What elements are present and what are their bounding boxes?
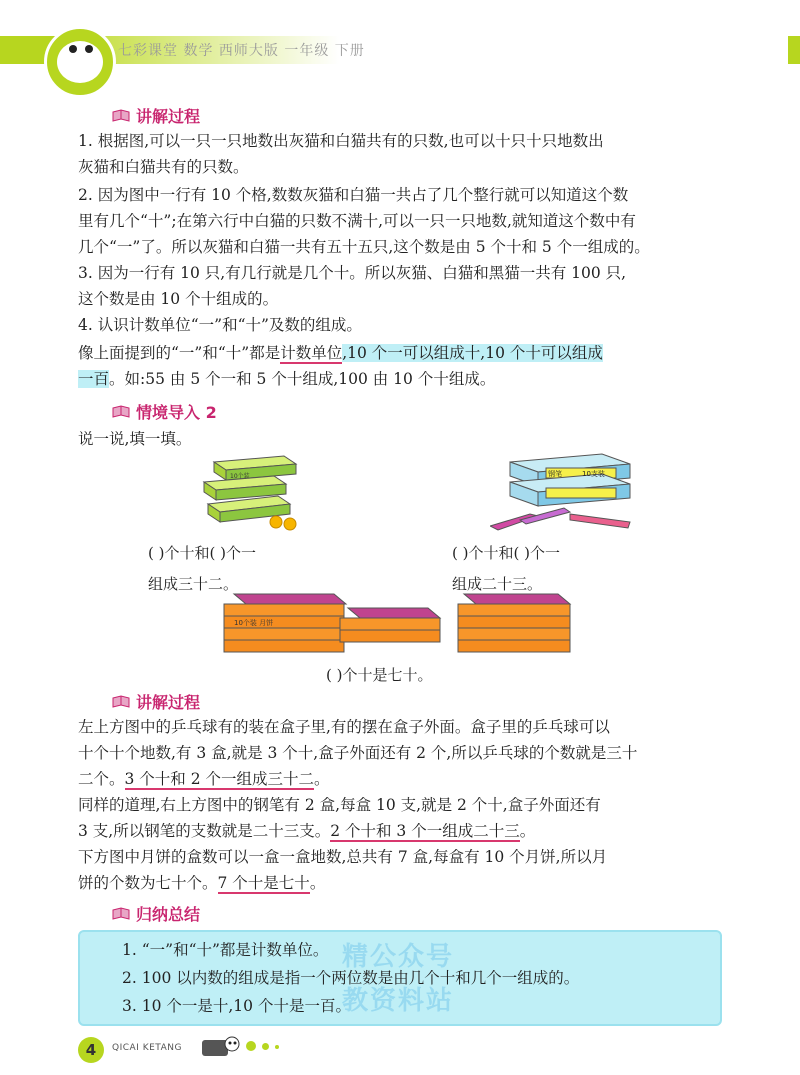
pingpong-boxes-figure <box>200 452 310 534</box>
summary-box <box>78 930 722 1026</box>
paragraph-2: 2. 因为图中一行有 10 个格,数数灰猫和白猫一共占了几个整行就可以知道这个数 里有几个“十”;在第六行中白猫的只数不满十,可以一只一只地数,就知道这个数中有 几个“一”了。所以灰猫和白猫一共有五十五只,这个数是由 5 个十和 5 个一组成的。 <box>78 186 650 256</box>
mooncake-stack-middle <box>340 608 440 642</box>
mooncake-stack-right <box>458 594 570 652</box>
footer-dot <box>262 1043 269 1050</box>
underline-counting-unit: 计数单位 <box>280 344 343 362</box>
book-icon <box>112 405 130 418</box>
mascot-footer-icon <box>200 1034 240 1060</box>
explain2-paragraph-b: 同样的道理,右上方图中的钢笔有 2 盒,每盒 10 支,就是 2 个十,盒子外面还有 3 支,所以钢笔的支数就是二十三支。2 个十和 3 个一组成二十三。 <box>78 796 601 840</box>
book-icon <box>112 109 130 122</box>
footer-brand: QICAI KETANG <box>112 1043 182 1053</box>
footer-dot <box>275 1045 279 1049</box>
section-heading-summary: 归纳总结 <box>112 902 200 925</box>
underline-answer-1: 3 个十和 2 个一组成三十二 <box>124 770 315 788</box>
intro-prompt: 说一说,填一填。 <box>78 430 192 448</box>
fill-blank-2[interactable]: ( )个十和( )个一 组成二十三。 <box>452 544 560 593</box>
section-heading-explain-2: 讲解过程 <box>112 690 200 713</box>
section-heading-explain-1: 讲解过程 <box>112 104 200 127</box>
page-number: 4 <box>78 1037 104 1063</box>
pingpong-box-label: 10个装 <box>230 473 250 480</box>
book-icon <box>112 907 130 920</box>
highlight-1: ,10 个一可以组成十,10 个十可以组成 <box>342 344 603 362</box>
fill-blank-3[interactable]: ( )个十是七十。 <box>326 666 433 684</box>
pingpong-ball <box>270 516 282 528</box>
mooncake-boxes-figure <box>214 590 584 660</box>
paragraph-4: 4. 认识计数单位“一”和“十”及数的组成。 <box>78 316 362 334</box>
mooncake-box-label: 10个装 月饼 <box>234 619 274 627</box>
section-heading-intro-2: 情境导入 2 <box>112 400 217 423</box>
highlight-2: 一百 <box>78 370 110 388</box>
fill-blank-1[interactable]: ( )个十和( )个一 组成三十二。 <box>148 544 256 593</box>
paragraph-1: 1. 根据图,可以一只一只地数出灰猫和白猫共有的只数,也可以十只十只地数出 灰猫和白猫共有的只数。 <box>78 132 604 176</box>
watermark-1: 精公众号 <box>342 942 455 972</box>
mascot-logo-icon <box>44 26 116 98</box>
underline-answer-2: 2 个十和 3 个一组成二十三 <box>330 822 520 840</box>
pingpong-ball <box>284 518 296 530</box>
pen-box-count: 10支装 <box>582 470 605 478</box>
pen <box>570 514 630 528</box>
watermark-2: 教资料站 <box>342 986 455 1016</box>
summary-line-3: 3. 10 个一是十,10 个十是一百。 <box>122 997 351 1015</box>
paragraph-5: 像上面提到的“一”和“十”都是计数单位,10 个一可以组成十,10 个十可以组成 一百。如:55 由 5 个一和 5 个十组成,100 由 10 个十组成。 <box>78 344 603 388</box>
pen-box-label: 钢笔 <box>548 470 562 478</box>
pen-boxes-figure <box>490 448 640 534</box>
explain2-paragraph-a: 左上方图中的乒乓球有的装在盒子里,有的摆在盒子外面。盒子里的乒乓球可以 十个十个地数,有 3 盒,就是 3 个十,盒子外面还有 2 个,所以乒乓球的个数就是三十 二个。3 个十和 2 个一组成三十二。 <box>78 718 638 788</box>
underline-answer-3: 7 个十是七十 <box>217 874 310 892</box>
pingpong-box <box>214 456 296 480</box>
paragraph-3: 3. 因为一行有 10 只,有几行就是几个十。所以灰猫、白猫和黑猫一共有 100 只, 这个数是由 10 个十组成的。 <box>78 264 627 308</box>
book-icon <box>112 695 130 708</box>
summary-line-1: 1. “一”和“十”都是计数单位。 <box>122 941 329 959</box>
explain2-paragraph-c: 下方图中月饼的盒数可以一盒一盒地数,总共有 7 盒,每盒有 10 个月饼,所以月 饼的个数为七十个。7 个十是七十。 <box>78 848 608 892</box>
summary-line-2: 2. 100 以内数的组成是指一个两位数是由几个十和几个一组成的。 <box>122 969 580 987</box>
header-title: 七彩课堂 数学 西师大版 一年级 下册 <box>118 43 365 59</box>
footer-dot <box>246 1041 256 1051</box>
